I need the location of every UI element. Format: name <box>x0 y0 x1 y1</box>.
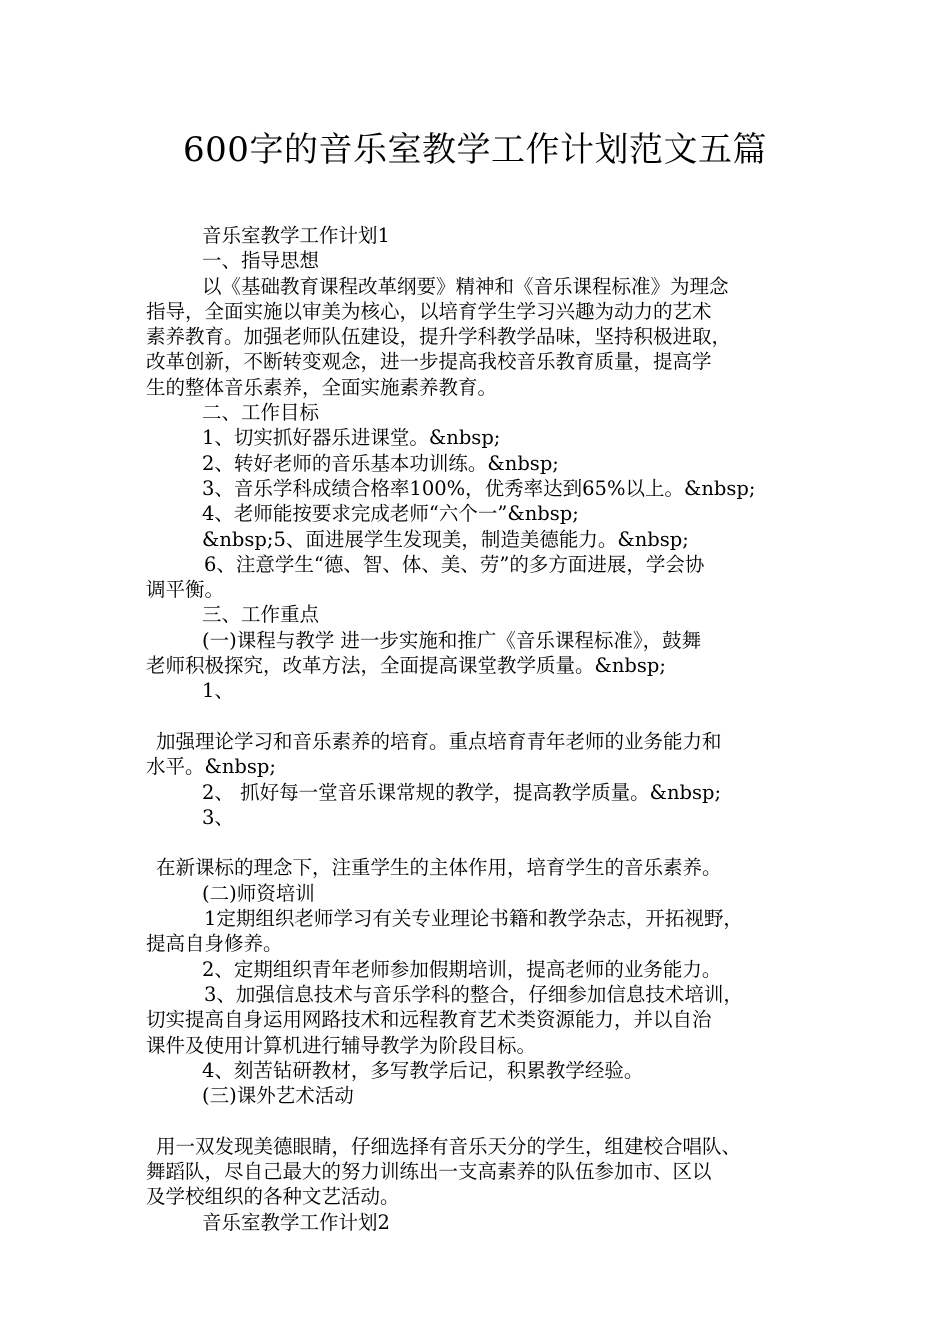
list-number: 3、 <box>202 805 234 829</box>
paragraph-line: 生的整体音乐素养，全面实施素养教育。 <box>146 375 498 399</box>
list-item: 1、切实抓好器乐进课堂。&nbsp; <box>202 426 501 450</box>
paragraph-line: 改革创新，不断转变观念，进一步提高我校音乐教育质量，提高学 <box>146 350 712 374</box>
paragraph-line: 在新课标的理念下，注重学生的主体作用，培育学生的音乐素养。 <box>156 856 722 880</box>
subsection-heading: 一、指导思想 <box>202 249 320 273</box>
section-heading: 音乐室教学工作计划1 <box>202 224 390 247</box>
list-item: 2、 抓好每一堂音乐课常规的教学，提高教学质量。&nbsp; <box>202 780 722 804</box>
list-item: 4、老师能按要求完成老师“六个一”&nbsp; <box>202 502 579 526</box>
list-item: 3、加强信息技术与音乐学科的整合，仔细参加信息技术培训， <box>204 982 743 1006</box>
document-title: 600字的音乐室教学工作计划范文五篇 <box>183 130 767 170</box>
blank-line <box>146 830 811 855</box>
paragraph-line: 提高自身修养。 <box>146 932 283 956</box>
list-item: 6、注意学生“德、智、体、美、劳”的多方面进展，学会协 <box>204 552 705 576</box>
subsection-heading: (三)课外艺术活动 <box>202 1084 354 1108</box>
paragraph-line: 切实提高自身运用网路技术和远程教育艺术类资源能力，并以自治 <box>146 1008 712 1032</box>
paragraph-line: 素养教育。加强老师队伍建设，提升学科教学品味，坚持积极进取， <box>146 325 732 349</box>
section-heading: 音乐室教学工作计划2 <box>202 1210 390 1234</box>
paragraph-line: 水平。&nbsp; <box>146 755 276 779</box>
paragraph-line: 以《基础教育课程改革纲要》精神和《音乐课程标准》为理念 <box>202 274 729 298</box>
paragraph-line: 用一双发现美德眼睛，仔细选择有音乐天分的学生，组建校合唱队、 <box>156 1134 742 1158</box>
subsection-heading: 三、工作重点 <box>202 603 320 627</box>
document-body <box>146 223 811 1235</box>
list-item: &nbsp;5、面进展学生发现美，制造美德能力。&nbsp; <box>202 527 689 551</box>
paragraph-line: (一)课程与教学 进一步实施和推广《音乐课程标准》，鼓舞 <box>202 628 702 652</box>
list-item: 3、音乐学科成绩合格率100%，优秀率达到65%以上。&nbsp; <box>202 476 756 500</box>
list-item: 2、转好老师的音乐基本功训练。&nbsp; <box>202 451 559 475</box>
paragraph-line: 指导，全面实施以审美为核心，以培育学生学习兴趣为动力的艺术 <box>146 299 712 323</box>
paragraph-line: 调平衡。 <box>146 578 225 602</box>
list-item: 4、刻苦钻研教材，多写教学后记，积累教学经验。 <box>202 1058 644 1082</box>
blank-line <box>146 1108 811 1133</box>
list-number: 1、 <box>202 679 234 703</box>
subsection-heading: 二、工作目标 <box>202 401 320 425</box>
paragraph-line: 课件及使用计算机进行辅导教学为阶段目标。 <box>146 1033 537 1057</box>
list-item: 1定期组织老师学习有关专业理论书籍和教学杂志，开拓视野， <box>204 907 743 931</box>
paragraph-line: 及学校组织的各种文艺活动。 <box>146 1185 400 1209</box>
paragraph-line: 舞蹈队，尽自己最大的努力训练出一支高素养的队伍参加市、区以 <box>146 1159 712 1183</box>
paragraph-line: 加强理论学习和音乐素养的培育。重点培育青年老师的业务能力和 <box>156 729 722 753</box>
list-item: 2、定期组织青年老师参加假期培训，提高老师的业务能力。 <box>202 957 722 981</box>
blank-line <box>146 704 811 729</box>
paragraph-line: 老师积极探究，改革方法，全面提高课堂教学质量。&nbsp; <box>146 654 666 678</box>
subsection-heading: (二)师资培训 <box>202 881 315 905</box>
